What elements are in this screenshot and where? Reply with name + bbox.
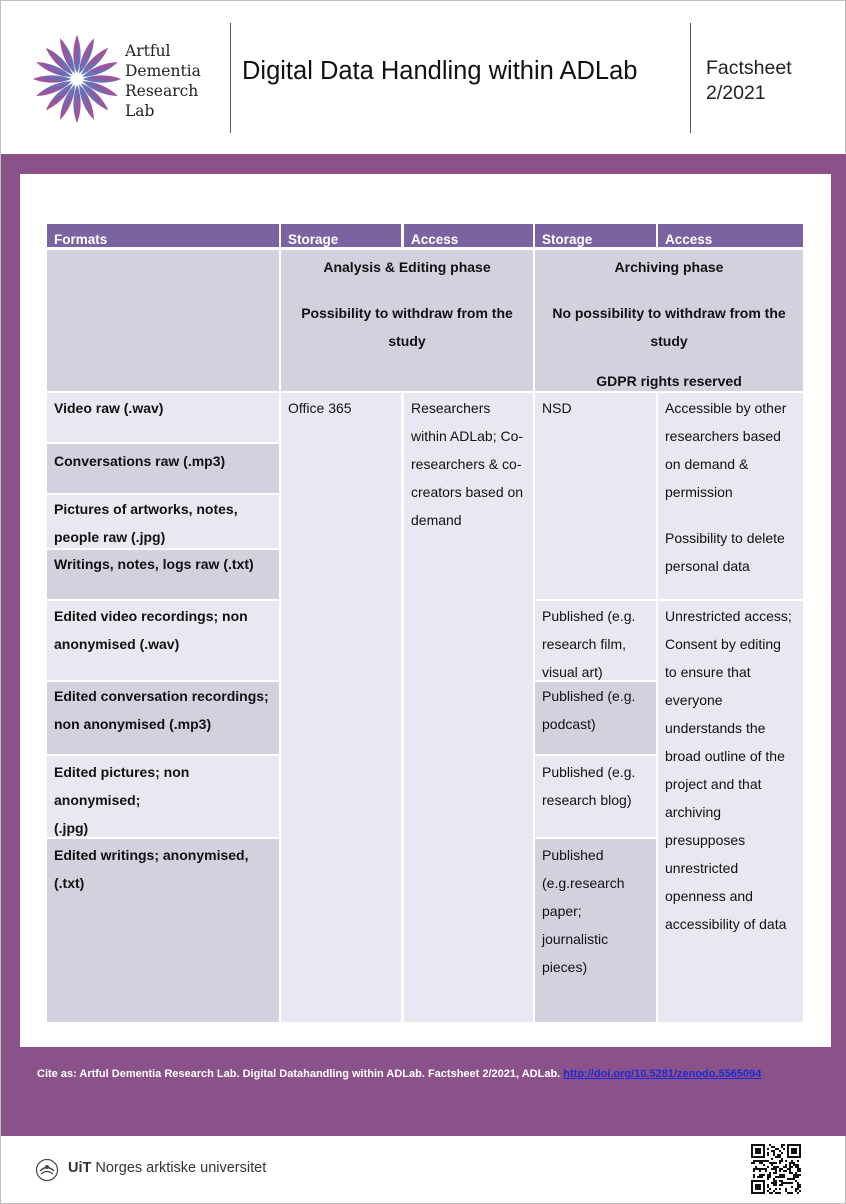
published-line: Published (e.g. — [542, 764, 636, 780]
access-line: Consent by editing — [665, 636, 781, 652]
access-line: everyone — [665, 692, 723, 708]
qr-module — [763, 1164, 765, 1166]
qr-module — [779, 1174, 781, 1176]
access-line: broad outline of the — [665, 748, 785, 764]
qr-module — [799, 1190, 801, 1192]
header-divider — [230, 23, 231, 133]
qr-module — [759, 1168, 761, 1170]
format-cell — [47, 756, 279, 837]
qr-module — [761, 1162, 763, 1164]
qr-module — [795, 1166, 797, 1168]
qr-module — [783, 1176, 785, 1178]
column-header-storage: Storage — [535, 224, 656, 247]
qr-module — [775, 1188, 777, 1190]
qr-module — [771, 1150, 773, 1152]
qr-module — [787, 1182, 789, 1184]
qr-module — [773, 1152, 775, 1154]
format-cell — [47, 601, 279, 680]
qr-module — [779, 1192, 781, 1194]
qr-module — [781, 1146, 783, 1148]
qr-module — [773, 1150, 775, 1152]
format-label: Writings, notes, logs raw (.txt) — [54, 556, 254, 572]
qr-module — [781, 1176, 783, 1178]
citation-text: Cite as: Artful Dementia Research Lab. Digital Datahandling within ADLab. Factsheet 2/2021, ADLab. — [37, 1068, 561, 1080]
qr-module — [779, 1170, 781, 1172]
access-line: unrestricted — [665, 860, 739, 876]
qr-module — [757, 1168, 759, 1170]
qr-module — [797, 1170, 799, 1172]
qr-module — [793, 1178, 795, 1180]
qr-module — [781, 1174, 783, 1176]
qr-module — [789, 1164, 791, 1166]
format-cell — [47, 393, 279, 442]
qr-module — [797, 1166, 799, 1168]
qr-module — [775, 1148, 777, 1150]
qr-module — [761, 1160, 763, 1162]
qr-module — [751, 1162, 753, 1164]
access-line: understands the — [665, 720, 766, 736]
access-line: Accessible by other — [665, 400, 787, 416]
qr-module — [753, 1170, 755, 1172]
org-name-line: Artful — [125, 42, 171, 60]
qr-module — [797, 1188, 799, 1190]
qr-module — [795, 1190, 797, 1192]
qr-module — [771, 1162, 773, 1164]
qr-module — [771, 1182, 773, 1184]
logo-petal — [33, 75, 71, 82]
qr-module — [765, 1160, 767, 1162]
qr-module — [789, 1182, 791, 1184]
qr-module — [771, 1164, 773, 1166]
qr-module — [773, 1182, 775, 1184]
qr-module — [791, 1186, 793, 1188]
format-cell — [47, 839, 279, 1022]
access-line: archiving — [665, 804, 722, 820]
qr-module — [775, 1156, 777, 1158]
university-name — [68, 1160, 266, 1176]
storage-value: NSD — [542, 400, 572, 416]
qr-module — [771, 1146, 773, 1148]
qr-module — [779, 1168, 781, 1170]
qr-module — [769, 1192, 771, 1194]
access-line: researchers & co- — [411, 456, 522, 472]
org-name-line: Dementia — [125, 62, 201, 80]
qr-module — [799, 1174, 801, 1176]
starburst-logo-icon — [29, 31, 125, 127]
qr-module — [761, 1168, 763, 1170]
qr-module — [785, 1188, 787, 1190]
org-name — [125, 41, 201, 121]
qr-module — [793, 1176, 795, 1178]
qr-module — [779, 1156, 781, 1158]
university-long: Norges arktiske universitet — [95, 1160, 267, 1176]
analysis-phase-note: Possibility to withdraw from the — [301, 305, 513, 321]
published-line: Published (e.g. — [542, 688, 636, 704]
citation — [37, 1068, 761, 1080]
qr-module — [791, 1192, 793, 1194]
qr-module — [783, 1170, 785, 1172]
archiving-access-edited-cell — [658, 601, 803, 1022]
factsheet-number — [706, 56, 792, 106]
published-line: research blog) — [542, 792, 632, 808]
qr-module — [767, 1186, 769, 1188]
column-header-access: Access — [658, 224, 803, 247]
analysis-storage-cell — [281, 393, 401, 1022]
qr-module — [777, 1192, 779, 1194]
qr-module — [797, 1186, 799, 1188]
format-cell — [47, 682, 279, 754]
qr-module — [779, 1176, 781, 1178]
qr-module — [777, 1148, 779, 1150]
archiving-phase-cell — [535, 250, 803, 391]
analysis-phase-note: study — [388, 333, 426, 349]
column-header-storage: Storage — [281, 224, 401, 247]
qr-module — [753, 1176, 755, 1178]
qr-module — [797, 1176, 799, 1178]
published-line: Published — [542, 847, 604, 863]
format-label: (.jpg) — [54, 820, 89, 836]
qr-module — [775, 1176, 777, 1178]
logo-petal — [73, 35, 80, 73]
published-line: pieces) — [542, 959, 588, 975]
qr-module — [763, 1168, 765, 1170]
qr-module — [781, 1158, 783, 1160]
column-header-formats: Formats — [47, 224, 279, 247]
access-line: creators based on — [411, 484, 524, 500]
qr-module — [761, 1176, 763, 1178]
qr-module — [799, 1186, 801, 1188]
qr-module — [777, 1154, 779, 1156]
doi-link[interactable]: http://doi.org/10.5281/zenodo.5565094 — [563, 1068, 762, 1080]
qr-module — [791, 1172, 793, 1174]
qr-module — [791, 1182, 793, 1184]
qr-module — [753, 1168, 755, 1170]
qr-module — [791, 1178, 793, 1180]
storage-value: Office 365 — [288, 400, 352, 416]
qr-module — [769, 1172, 771, 1174]
page-header — [1, 1, 846, 154]
analysis-access-cell — [404, 393, 533, 1022]
qr-module — [789, 1170, 791, 1172]
qr-module — [797, 1184, 799, 1186]
access-line: permission — [665, 484, 733, 500]
qr-module — [795, 1180, 797, 1182]
qr-module — [779, 1162, 781, 1164]
format-label: Edited pictures; non anonymised; — [54, 764, 190, 808]
published-line: Published (e.g. — [542, 608, 636, 624]
qr-module — [769, 1176, 771, 1178]
qr-module — [795, 1176, 797, 1178]
qr-module — [779, 1180, 781, 1182]
access-line: Researchers — [411, 400, 491, 416]
qr-module — [797, 1168, 799, 1170]
qr-module — [789, 1172, 791, 1174]
qr-module — [789, 1192, 791, 1194]
archiving-access-raw-cell — [658, 393, 803, 599]
published-line: journalistic — [542, 931, 609, 947]
factsheet-issue: 2/2021 — [706, 82, 766, 104]
analysis-phase-cell — [281, 250, 533, 391]
qr-module — [775, 1168, 777, 1170]
access-line: Unrestricted access; — [665, 608, 792, 624]
format-label: anonymised (.wav) — [54, 636, 180, 652]
qr-module — [755, 1168, 757, 1170]
access-line: within ADLab; Co- — [411, 428, 524, 444]
qr-module — [755, 1160, 757, 1162]
qr-module — [763, 1174, 765, 1176]
qr-module — [797, 1192, 799, 1194]
format-label: non anonymised (.mp3) — [54, 716, 212, 732]
format-cell — [47, 495, 279, 548]
qr-module — [779, 1150, 781, 1152]
qr-module — [775, 1180, 777, 1182]
qr-module — [785, 1164, 787, 1166]
qr-module — [781, 1152, 783, 1154]
qr-module — [783, 1182, 785, 1184]
qr-module — [795, 1172, 797, 1174]
qr-module — [781, 1180, 783, 1182]
qr-module — [755, 1148, 761, 1154]
qr-module — [767, 1160, 769, 1162]
qr-module — [783, 1174, 785, 1176]
published-cell — [535, 839, 656, 1022]
qr-module — [773, 1190, 775, 1192]
qr-module — [767, 1178, 769, 1180]
qr-module — [759, 1176, 761, 1178]
qr-module — [771, 1158, 773, 1160]
qr-module — [783, 1166, 785, 1168]
qr-module — [775, 1170, 777, 1172]
published-cell — [535, 756, 656, 837]
access-line: Possibility to delete — [665, 530, 785, 546]
qr-module — [775, 1162, 777, 1164]
qr-module — [767, 1154, 769, 1156]
phase-row-empty-cell — [47, 250, 279, 391]
published-line: paper; — [542, 903, 582, 919]
logo-petal — [73, 85, 80, 123]
qr-module — [765, 1168, 767, 1170]
qr-module — [797, 1182, 799, 1184]
access-line: openness and — [665, 888, 753, 904]
qr-module — [787, 1192, 789, 1194]
qr-module — [773, 1162, 775, 1164]
column-header-access: Access — [404, 224, 533, 247]
access-line: to ensure that — [665, 664, 751, 680]
qr-module — [769, 1174, 771, 1176]
gdpr-note: GDPR rights reserved — [596, 373, 742, 389]
qr-module — [789, 1168, 791, 1170]
qr-module — [789, 1178, 791, 1180]
qr-module — [759, 1162, 761, 1164]
format-label: Pictures of artworks, notes, — [54, 501, 238, 517]
qr-module — [793, 1174, 795, 1176]
access-line: on demand & — [665, 456, 749, 472]
uit-seal-icon — [35, 1158, 59, 1182]
qr-module — [755, 1184, 761, 1190]
qr-module — [775, 1166, 777, 1168]
qr-module — [785, 1166, 787, 1168]
published-line: podcast) — [542, 716, 596, 732]
qr-module — [763, 1160, 765, 1162]
table-panel — [20, 174, 831, 1047]
logo-petal — [83, 75, 121, 82]
qr-module — [787, 1168, 789, 1170]
qr-module — [775, 1192, 777, 1194]
qr-module — [799, 1184, 801, 1186]
qr-module — [795, 1164, 797, 1166]
qr-module — [771, 1192, 773, 1194]
qr-module — [753, 1162, 755, 1164]
published-cell — [535, 682, 656, 754]
published-line: research film, — [542, 636, 627, 652]
qr-module — [753, 1174, 755, 1176]
qr-module — [791, 1166, 793, 1168]
qr-module — [797, 1164, 799, 1166]
qr-module — [767, 1174, 769, 1176]
access-line: personal data — [665, 558, 750, 574]
access-line: presupposes — [665, 832, 746, 848]
qr-module — [769, 1144, 771, 1146]
qr-module — [771, 1168, 773, 1170]
qr-module — [791, 1160, 793, 1162]
qr-module — [777, 1156, 779, 1158]
qr-module — [797, 1160, 799, 1162]
format-label: Conversations raw (.mp3) — [54, 453, 226, 469]
qr-module — [767, 1184, 769, 1186]
qr-module — [785, 1160, 787, 1162]
qr-module — [779, 1184, 781, 1186]
qr-module — [765, 1170, 767, 1172]
access-line: researchers based — [665, 428, 781, 444]
qr-module — [773, 1166, 775, 1168]
qr-module — [779, 1160, 781, 1162]
qr-module — [789, 1162, 791, 1164]
qr-module — [793, 1164, 795, 1166]
format-label: Edited conversation recordings; — [54, 688, 269, 704]
qr-module — [781, 1168, 783, 1170]
qr-module — [775, 1184, 777, 1186]
qr-module — [757, 1176, 759, 1178]
qr-module — [767, 1190, 769, 1192]
format-label: Edited video recordings; non — [54, 608, 248, 624]
qr-module — [787, 1178, 789, 1180]
qr-module — [767, 1152, 769, 1154]
archiving-storage-cell — [535, 393, 656, 599]
qr-module — [781, 1144, 783, 1146]
qr-module — [773, 1168, 775, 1170]
qr-module — [775, 1172, 777, 1174]
qr-module — [785, 1182, 787, 1184]
qr-module — [759, 1170, 761, 1172]
analysis-phase-title: Analysis & Editing phase — [323, 259, 491, 275]
access-line: demand — [411, 512, 462, 528]
qr-module — [757, 1160, 759, 1162]
qr-module — [795, 1174, 797, 1176]
qr-module — [797, 1174, 799, 1176]
published-cell — [535, 601, 656, 680]
published-line: (e.g.research — [542, 875, 625, 891]
qr-module — [799, 1168, 801, 1170]
format-cell — [47, 444, 279, 493]
university-short: UiT — [68, 1160, 92, 1176]
qr-module — [767, 1176, 769, 1178]
qr-module — [773, 1172, 775, 1174]
qr-module — [775, 1182, 777, 1184]
qr-module — [793, 1162, 795, 1164]
qr-module — [767, 1166, 769, 1168]
qr-module — [769, 1162, 771, 1164]
qr-module — [799, 1170, 801, 1172]
archiving-phase-note: No possibility to withdraw from the — [552, 305, 786, 321]
qr-module — [785, 1190, 787, 1192]
qr-module — [785, 1170, 787, 1172]
qr-module — [791, 1148, 797, 1154]
qr-code-icon — [751, 1144, 801, 1194]
qr-module — [777, 1166, 779, 1168]
qr-module — [791, 1162, 793, 1164]
content-band — [1, 154, 846, 1136]
qr-module — [783, 1148, 785, 1150]
qr-module — [755, 1166, 757, 1168]
qr-module — [761, 1174, 763, 1176]
format-label: Edited writings; anonymised, — [54, 847, 249, 863]
qr-module — [759, 1160, 761, 1162]
qr-module — [753, 1160, 755, 1162]
qr-module — [779, 1188, 781, 1190]
qr-module — [773, 1154, 775, 1156]
published-line: visual art) — [542, 664, 603, 680]
qr-module — [773, 1184, 775, 1186]
access-line: accessibility of data — [665, 916, 787, 932]
archiving-phase-title: Archiving phase — [614, 259, 724, 275]
qr-module — [773, 1180, 775, 1182]
qr-module — [769, 1188, 771, 1190]
qr-module — [777, 1176, 779, 1178]
format-label: Video raw (.wav) — [54, 400, 164, 416]
factsheet-label: Factsheet — [706, 57, 792, 79]
qr-module — [773, 1146, 775, 1148]
archiving-phase-note: study — [650, 333, 688, 349]
qr-module — [781, 1184, 783, 1186]
qr-module — [767, 1148, 769, 1150]
qr-module — [783, 1144, 785, 1146]
qr-module — [773, 1178, 775, 1180]
org-name-line: Lab — [125, 102, 155, 120]
qr-module — [781, 1182, 783, 1184]
header-divider — [690, 23, 691, 133]
qr-module — [759, 1174, 761, 1176]
qr-module — [781, 1160, 783, 1162]
qr-module — [789, 1166, 791, 1168]
page-title: Digital Data Handling within ADLab — [242, 57, 638, 85]
org-name-line: Research — [125, 82, 199, 100]
access-line: project and that — [665, 776, 762, 792]
qr-module — [779, 1154, 781, 1156]
format-label: people raw (.jpg) — [54, 529, 166, 545]
format-label: (.txt) — [54, 875, 85, 891]
qr-module — [795, 1188, 797, 1190]
format-cell — [47, 550, 279, 599]
